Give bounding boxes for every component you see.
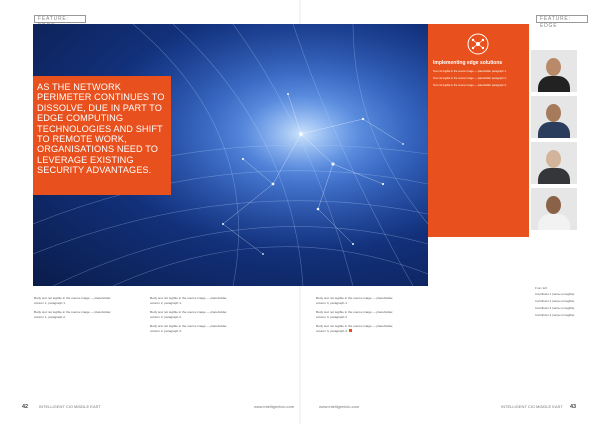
- body-paragraph: Body text not legible in the source image — placeholder, column 2, paragraph 1.: [150, 296, 228, 305]
- body-paragraph: Body text not legible in the source image — placeholder, column 2, paragraph 2.: [150, 309, 228, 319]
- contributor-name: Contributor 4 (name not legible): [535, 313, 575, 317]
- contributor-name: Contributor 2 (name not legible): [535, 299, 575, 303]
- body-column-2: [150, 296, 236, 338]
- pull-quote-box: [33, 76, 171, 195]
- footer-url-right[interactable]: www.intelligentcio.com: [319, 404, 360, 409]
- page-number-left: 42: [22, 404, 29, 410]
- sidebar-paragraph: Text not legible in the source image — placeholder paragraph 2.: [433, 77, 507, 81]
- sidebar-body: [433, 70, 525, 91]
- sidebar-paragraph: Text not legible in the source image — placeholder paragraph 3.: [433, 84, 507, 88]
- body-column-3: [316, 296, 402, 338]
- page-number-right: 43: [570, 404, 577, 410]
- contributor-name: Contributor 3 (name not legible): [535, 306, 575, 310]
- network-icon: [467, 33, 489, 55]
- section-tag-left: FEATURE:: [34, 15, 86, 23]
- sidebar-title: Implementing edge solutions: [433, 60, 503, 66]
- portrait-3: [531, 142, 577, 184]
- portrait-4: [531, 188, 577, 230]
- footer-publication-left: INTELLIGENT CIO MIDDLE EAST: [39, 404, 101, 409]
- sidebar-panel: [428, 24, 529, 237]
- body-paragraph: Body text not legible in the source image — placeholder, column 2, paragraph 3.: [150, 323, 228, 333]
- body-paragraph: Body text not legible in the source image — placeholder, column 1, paragraph 1.: [34, 296, 112, 305]
- pull-quote-text: AS THE NETWORK PERIMETER CONTINUES TO DISSOLVE, DUE IN PART TO EDGE COMPUTING TECHNOLOGIES AND SHIFT TO REMOTE WORK, ORGANISATIONS NEED TO LEVERAGE EXISTING SECURITY ADVANTAGES.: [37, 82, 165, 176]
- contributors-list: [535, 292, 580, 320]
- body-column-1: [34, 296, 120, 324]
- section-tag-right: FEATURE: EDGE: [536, 15, 588, 23]
- sidebar-paragraph: Text not legible in the source image — placeholder paragraph 1.: [433, 70, 507, 73]
- footer-url-left[interactable]: www.intelligentcio.com: [254, 404, 295, 409]
- body-paragraph: Body text not legible in the source image — placeholder, column 3, paragraph 1.: [316, 296, 394, 305]
- body-paragraph: [316, 324, 402, 333]
- body-paragraph: Body text not legible in the source image — placeholder, column 1, paragraph 2.: [34, 309, 112, 319]
- footer-publication-right: INTELLIGENT CIO MIDDLE EAST: [501, 404, 563, 409]
- portrait-1: [531, 50, 577, 92]
- body-paragraph-text: Body text not legible in the source image — placeholder, column 3, paragraph 3.: [316, 323, 394, 333]
- end-of-article-icon: [349, 329, 352, 332]
- body-paragraph: Body text not legible in the source image — placeholder, column 3, paragraph 2.: [316, 309, 394, 319]
- contributors-label: From left:: [535, 286, 548, 290]
- portrait-2: [531, 96, 577, 138]
- contributor-name: Contributor 1 (name not legible): [535, 292, 575, 296]
